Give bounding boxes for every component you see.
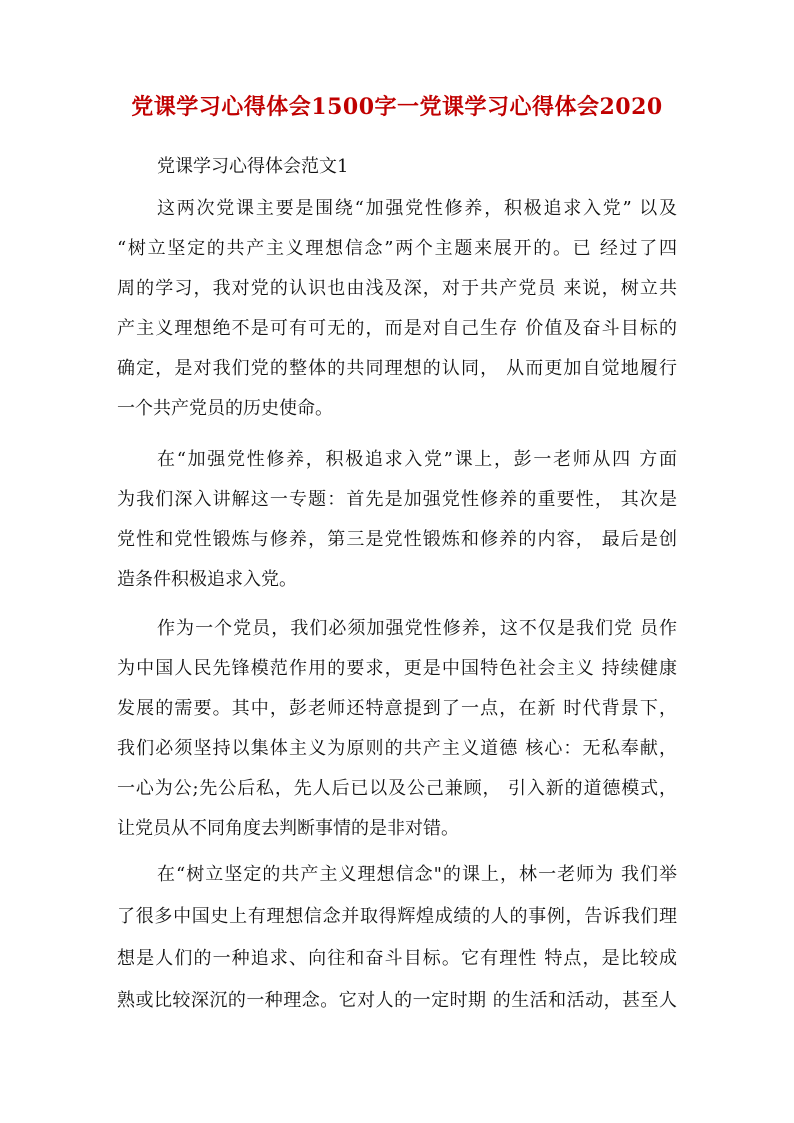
paragraph-line: 产主义理想绝不是可有可无的，而是对自己生存 价值及奋斗目标的 — [117, 318, 677, 339]
paragraph-line: 为我们深入讲解这一专题：首先是加强党性修养的重要性， 其次是 — [117, 489, 677, 510]
paragraph-line: 在“树立坚定的共产主义理想信念"的课上，林一老师为 我们举 — [157, 864, 677, 885]
paragraph-line: 一个共产党员的历史使命。 — [117, 398, 333, 419]
paragraph-line: 我们必须坚持以集体主义为原则的共产主义道德 核心：无私奉献， — [117, 738, 677, 759]
paragraph-line: 让党员从不同角度去判断事情的是非对错。 — [117, 818, 459, 839]
paragraph-line: 作为一个党员，我们必须加强党性修养，这不仅是我们党 员作 — [157, 618, 677, 639]
paragraph-line: 想是人们的一种追求、向往和奋斗目标。它有理性 特点，是比较成 — [117, 948, 677, 969]
paragraph-line: 造条件积极追求入党。 — [117, 569, 297, 590]
paragraph-line: 一心为公;先公后私，先人后已以及公己兼顾， 引入新的道德模式， — [117, 778, 677, 799]
paragraph-line: “树立坚定的共产主义理想信念”两个主题来展开的。已 经过了四 — [117, 238, 677, 259]
paragraph-line: 党性和党性锻炼与修养，第三是党性锻炼和修养的内容， 最后是创 — [117, 529, 677, 550]
paragraph-line: 发展的需要。其中，彭老师还特意提到了一点，在新 时代背景下， — [117, 698, 677, 719]
paragraph-line: 周的学习，我对党的认识也由浅及深，对于共产党员 来说，树立共 — [117, 278, 677, 299]
paragraph-line: 这两次党课主要是围绕“加强党性修养，积极追求入党” 以及 — [157, 198, 677, 219]
document-subtitle: 党课学习心得体会范文1 — [157, 156, 349, 177]
paragraph-line: 为中国人民先锋模范作用的要求，更是中国特色社会主义 持续健康 — [117, 658, 677, 679]
paragraph-line: 确定，是对我们党的整体的共同理想的认同， 从而更加自觉地履行 — [117, 358, 677, 379]
document-title: 党课学习心得体会1500字一党课学习心得体会2020 — [131, 94, 663, 120]
paragraph-line: 熟或比较深沉的一种理念。它对人的一定时期 的生活和活动，甚至人 — [117, 990, 677, 1011]
paragraph-line: 在“加强党性修养，积极追求入党”课上，彭一老师从四 方面 — [157, 449, 677, 470]
paragraph-line: 了很多中国史上有理想信念并取得辉煌成绩的人的事例，告诉我们理 — [117, 906, 677, 927]
